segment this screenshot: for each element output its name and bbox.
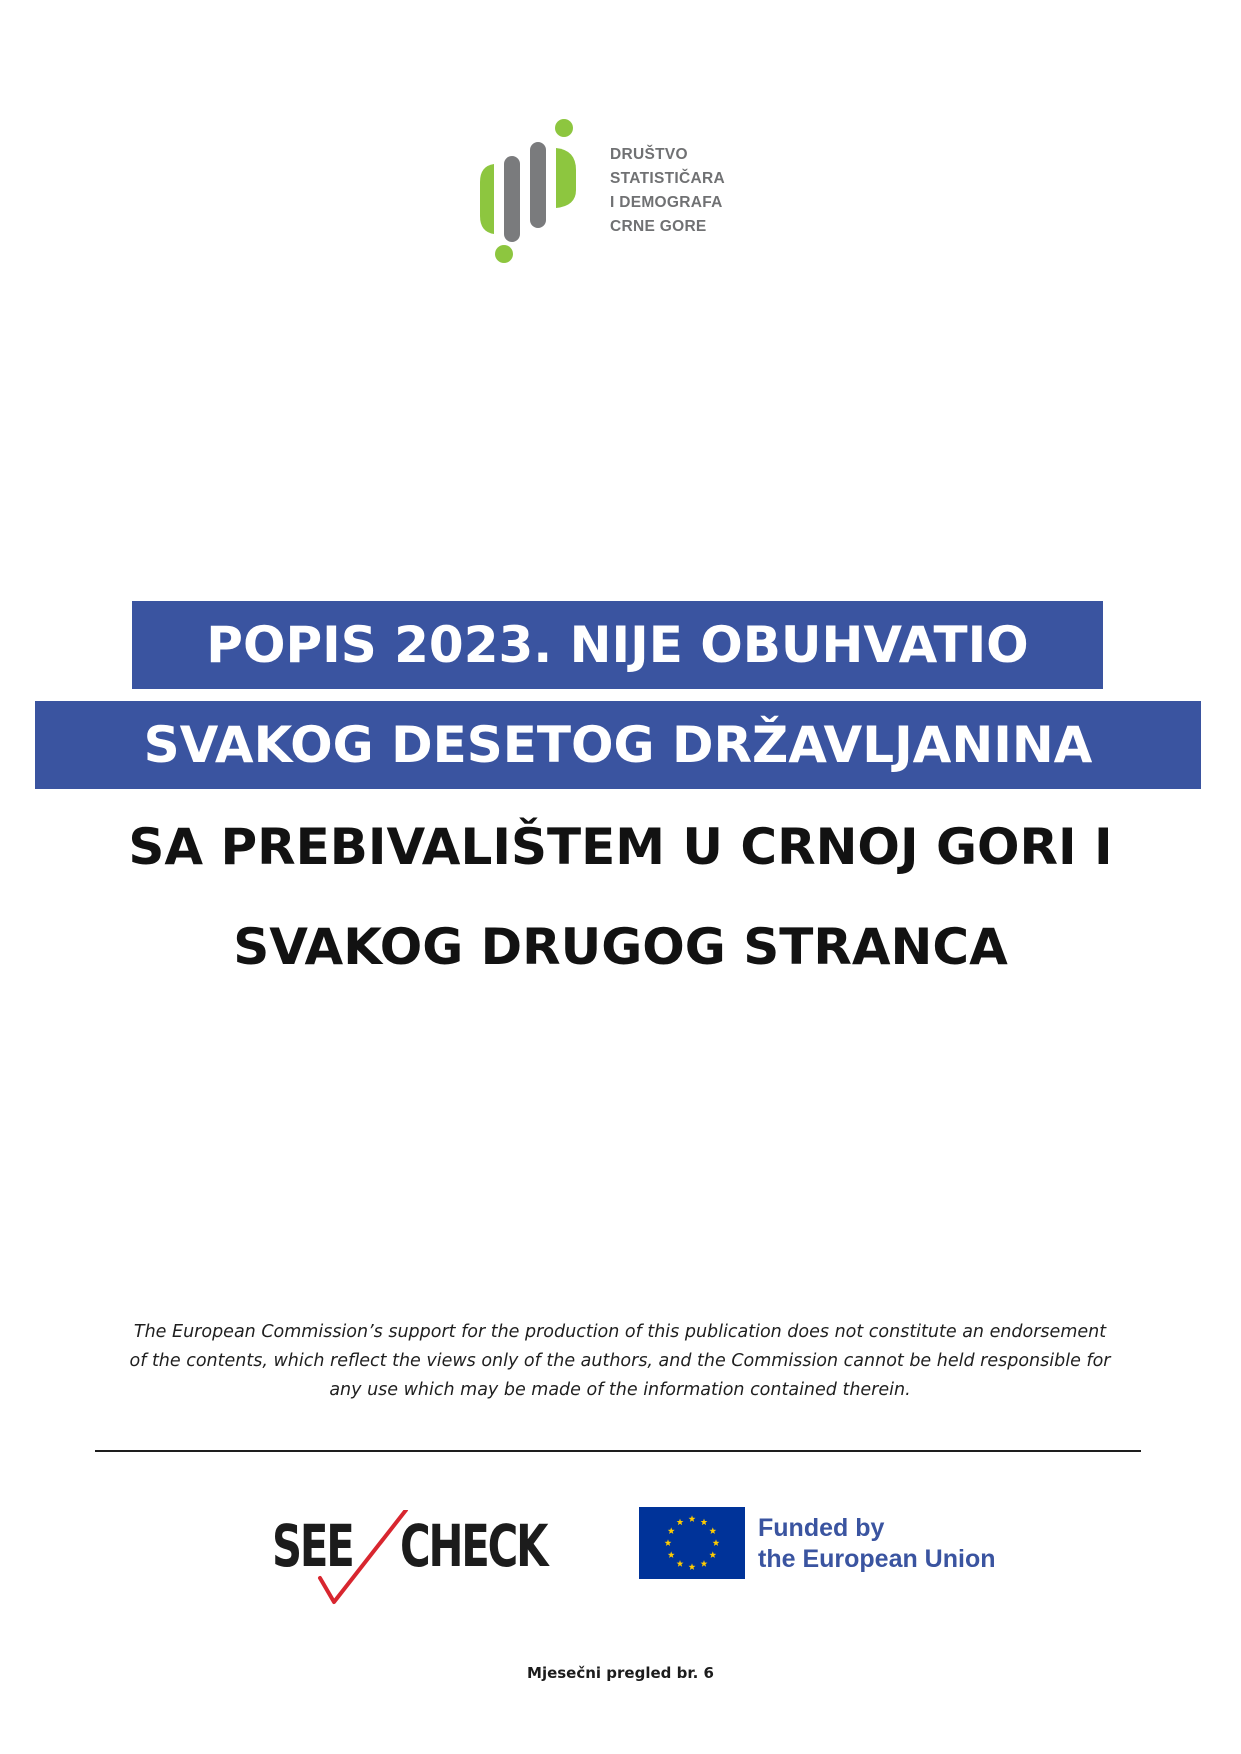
issue-note: Mjesečni pregled br. 6 — [527, 1664, 714, 1682]
seecheck-right-word: CHECK — [400, 1512, 547, 1580]
headline-line-4: SVAKOG DRUGOG STRANCA — [233, 918, 1008, 976]
eu-star-icon — [713, 1539, 720, 1546]
seecheck-left-word: SEE — [272, 1512, 353, 1580]
eu-star-icon — [689, 1563, 696, 1570]
disclaimer-line: any use which may be made of the information contained therein. — [329, 1380, 911, 1400]
eu-star-icon — [677, 1560, 684, 1567]
eu-star-icon — [668, 1527, 675, 1534]
org-name-line: STATISTIČARA — [610, 170, 725, 187]
eu-star-icon — [701, 1560, 708, 1567]
eu-flag-icon — [639, 1507, 745, 1579]
eu-funding-label — [758, 1513, 996, 1575]
headline-line-3: SA PREBIVALIŠTEM U CRNOJ GORI I — [128, 818, 1113, 876]
org-name-line: CRNE GORE — [610, 218, 707, 235]
headline-line-1: POPIS 2023. NIJE OBUHVATIO — [206, 616, 1029, 674]
disclaimer-line: The European Commission’s support for the production of this publication does not constitute an endorsement — [133, 1322, 1107, 1342]
headline-band-2 — [35, 701, 1201, 789]
disclaimer-line: of the contents, which reflect the views only of the authors, and the Commission cannot be held responsible for — [129, 1351, 1111, 1371]
seecheck-logo — [272, 1510, 554, 1610]
headline-band-1 — [132, 601, 1103, 689]
organization-name — [610, 143, 725, 239]
eu-star-icon — [689, 1515, 696, 1522]
eu-star-icon — [709, 1527, 716, 1534]
dsd-logo-icon — [480, 118, 590, 264]
org-name-line: I DEMOGRAFA — [610, 194, 723, 211]
eu-funding-line-2: the European Union — [758, 1545, 996, 1573]
eu-star-icon — [665, 1539, 672, 1546]
eu-disclaimer — [95, 1318, 1145, 1405]
org-name-line: DRUŠTVO — [610, 146, 688, 163]
divider — [95, 1450, 1141, 1452]
eu-star-icon — [677, 1519, 684, 1526]
organization-logo — [480, 118, 780, 268]
eu-star-icon — [668, 1551, 675, 1558]
headline-line-2: SVAKOG DESETOG DRŽAVLJANINA — [143, 716, 1093, 774]
eu-funding-line-1: Funded by — [758, 1514, 885, 1542]
eu-star-icon — [709, 1551, 716, 1558]
checkmark-icon — [272, 1510, 554, 1610]
eu-star-icon — [701, 1519, 708, 1526]
